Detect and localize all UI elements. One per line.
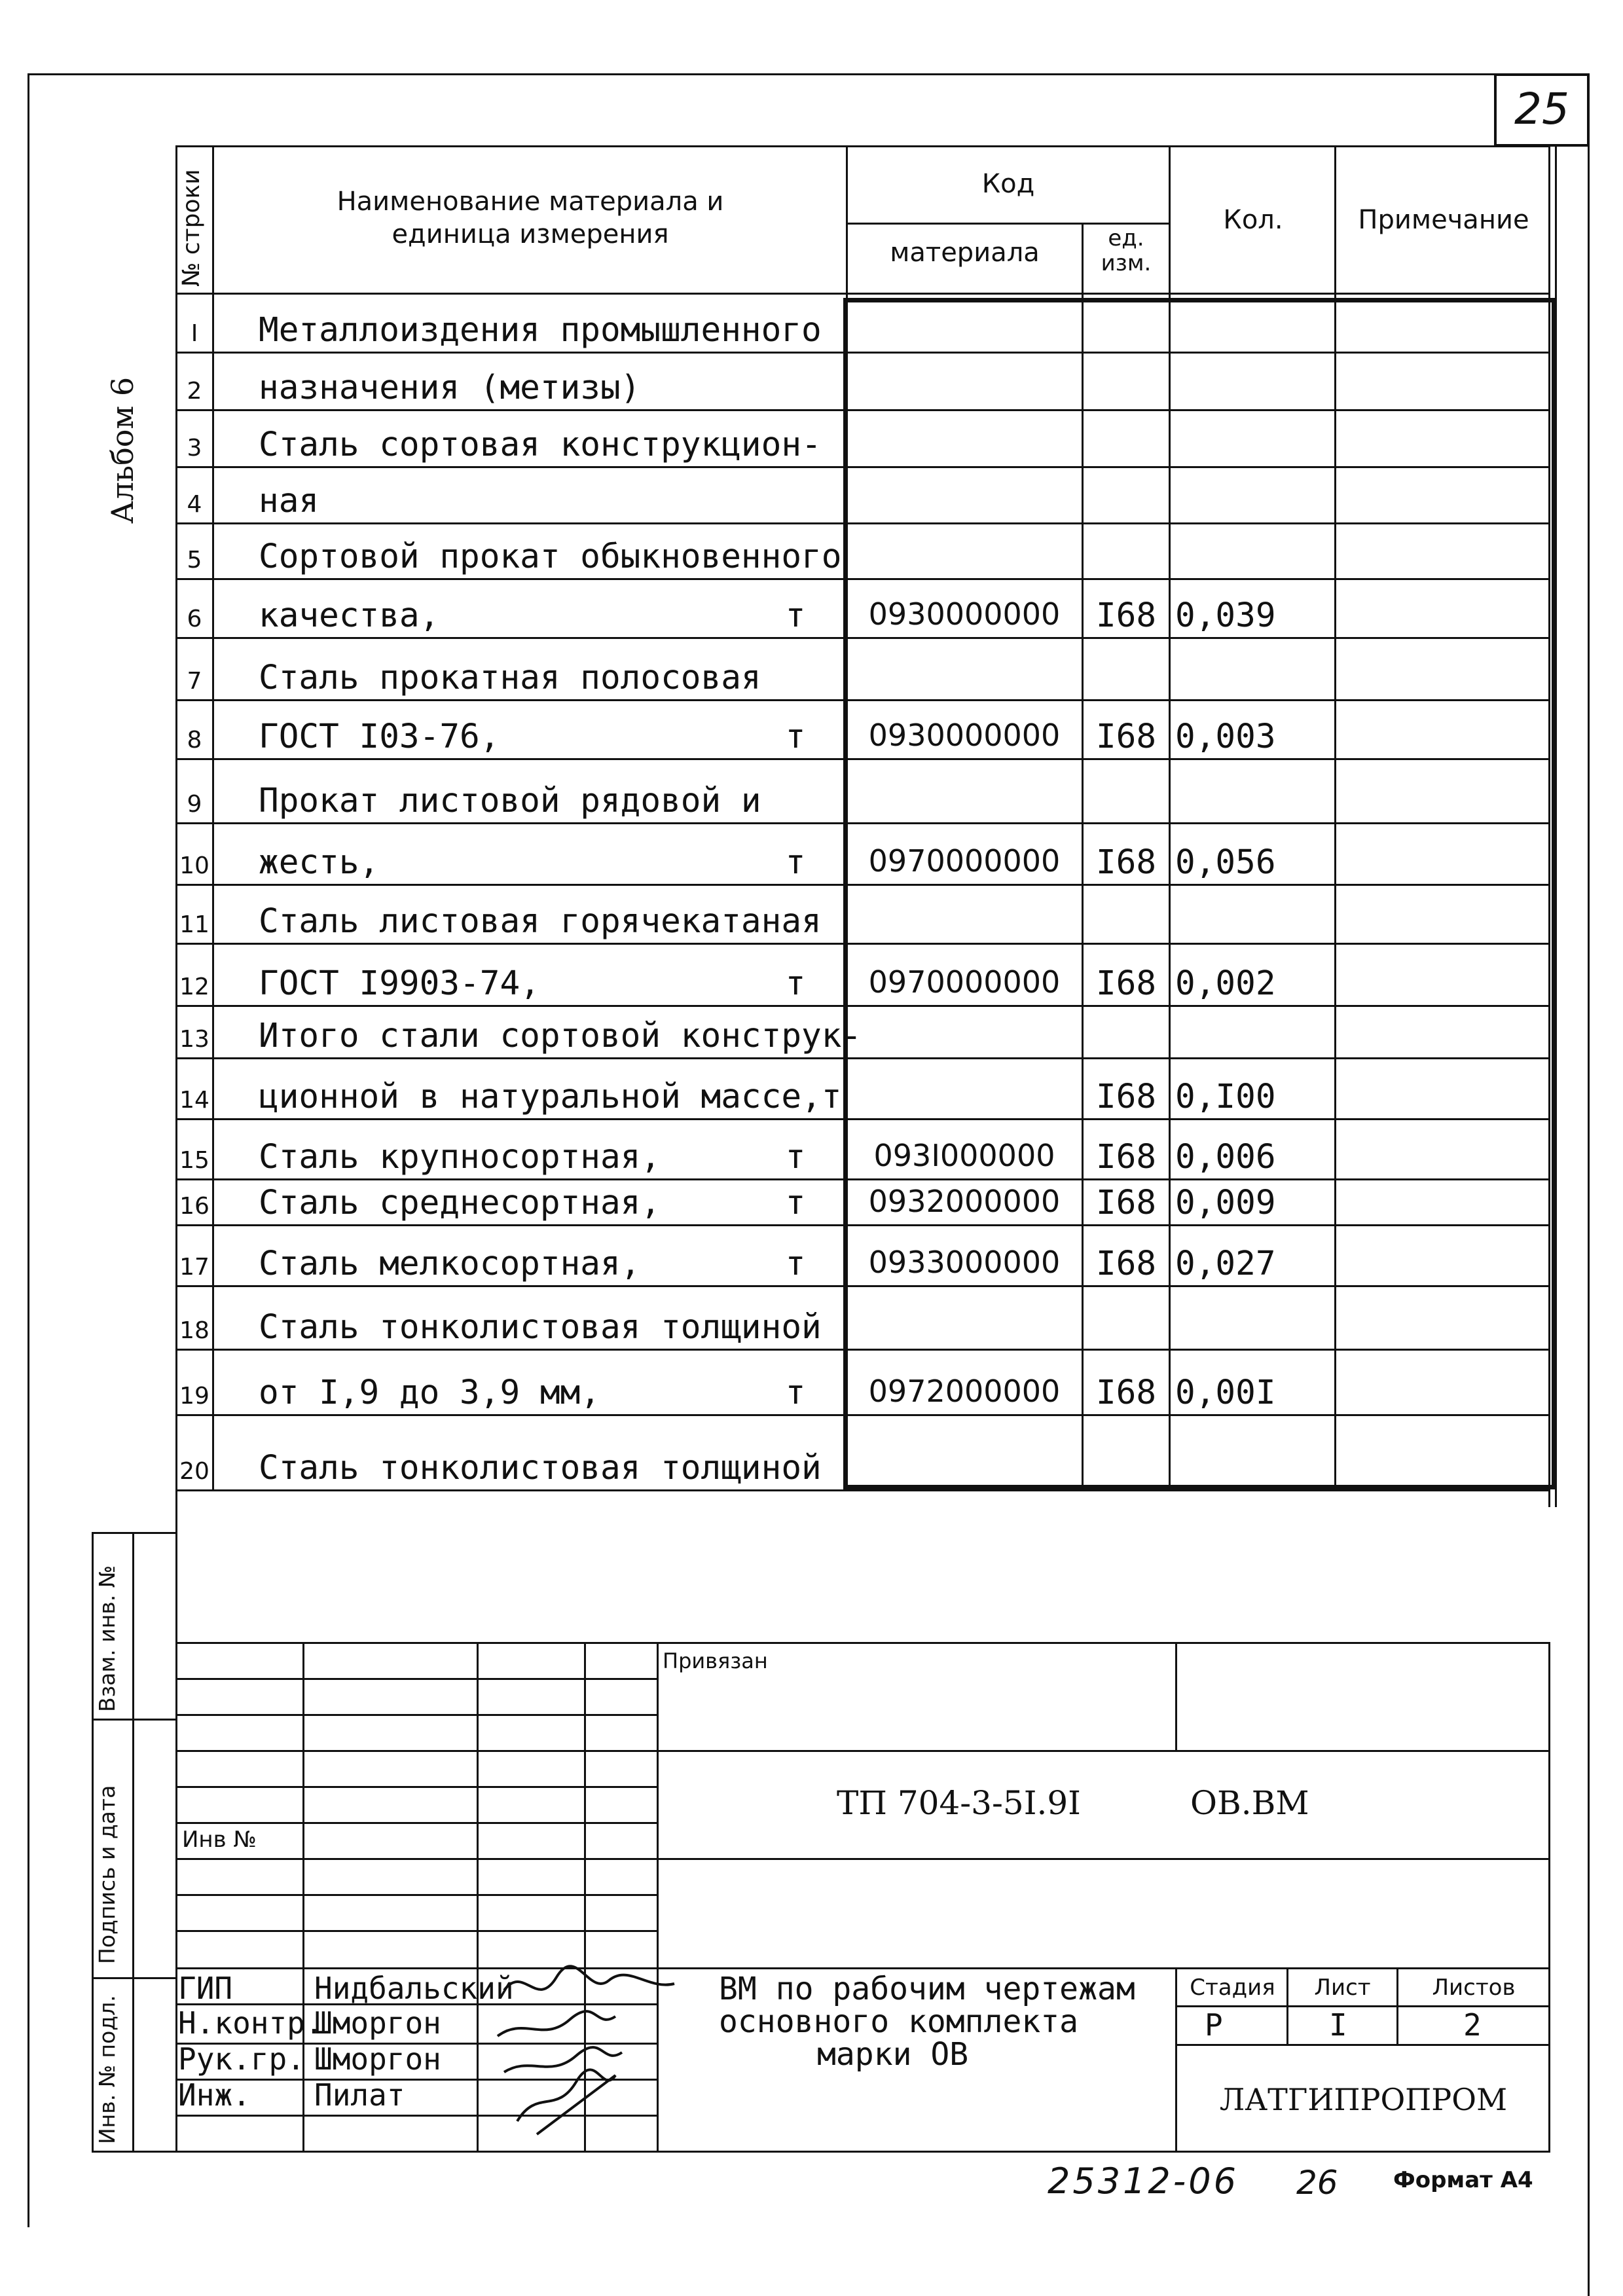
side-strip-sep1 — [92, 1719, 175, 1721]
unit-code: I68 — [1095, 1184, 1157, 1222]
row-number: 6 — [187, 606, 202, 632]
material-code: 0932000000 — [868, 1184, 1061, 1219]
doc-title-line2: основного комплекта — [719, 2003, 1079, 2040]
person-role-1: ГИП — [178, 1971, 233, 2006]
quantity: 0,009 — [1175, 1184, 1276, 1222]
row-number: 16 — [179, 1193, 210, 1220]
row-number: 3 — [187, 435, 202, 462]
row-separator — [175, 409, 1550, 411]
inv-no-label: Инв № — [182, 1827, 257, 1853]
doc-title-line3: марки ОВ — [817, 2036, 969, 2073]
sheets-label: Листов — [1432, 1975, 1516, 2001]
material-name: качества, — [259, 596, 440, 635]
person-name-2: Шморгон — [314, 2005, 441, 2041]
unit-code: I68 — [1095, 1138, 1157, 1176]
row-number: 11 — [179, 911, 210, 938]
unit-label: т — [785, 1184, 806, 1222]
unit-code: I68 — [1095, 843, 1157, 882]
row-number: 13 — [179, 1026, 210, 1053]
stage-label: Стадия — [1190, 1975, 1275, 2001]
row-separator — [175, 1005, 1550, 1007]
col-sep-num — [212, 145, 214, 1491]
side-strip-left — [92, 1532, 94, 2151]
stage-value: Р — [1205, 2007, 1223, 2043]
row-number: 18 — [179, 1317, 210, 1344]
material-name: Сталь тонколистовая толщиной — [259, 1308, 822, 1347]
row-separator — [175, 758, 1550, 760]
row-separator — [175, 1118, 1550, 1120]
material-name: ГОСТ I03-76, — [259, 718, 500, 756]
header-name-line2: единица измерения — [392, 219, 669, 249]
sheet-value: I — [1329, 2007, 1347, 2043]
unit-label: т — [785, 596, 806, 635]
privyazan-label: Привязан — [663, 1649, 768, 1673]
person-name-4: Пилат — [314, 2077, 405, 2113]
person-role-4: Инж. — [178, 2077, 251, 2113]
side-strip-mid — [132, 1532, 134, 2151]
stamp-line-f — [175, 1858, 1550, 1860]
format-label: Формат А4 — [1393, 2167, 1533, 2193]
row-separator — [175, 822, 1550, 824]
row-separator — [175, 884, 1550, 886]
row-number: 9 — [187, 791, 202, 818]
unit-label: т — [785, 718, 806, 756]
stamp-line-c — [175, 1750, 1550, 1752]
doc-mark: ОВ.ВМ — [1190, 1784, 1309, 1822]
stamp-line-b — [175, 1714, 657, 1716]
unit-code: I68 — [1095, 1245, 1157, 1283]
unit-label: т — [785, 964, 806, 1003]
material-name: Сталь сортовая конструкцион- — [259, 426, 822, 464]
header-code: Код — [981, 169, 1035, 199]
row-separator — [175, 522, 1550, 524]
row-number: 7 — [187, 668, 202, 695]
archive-sheet-handwritten: 26 — [1296, 2164, 1338, 2202]
quantity: 0,039 — [1175, 596, 1276, 635]
code-subheader-line — [846, 223, 1169, 225]
stamp-right-border — [1548, 1642, 1550, 2153]
sheets-value: 2 — [1463, 2007, 1482, 2043]
row-separator — [175, 1285, 1550, 1287]
row-separator — [175, 352, 1550, 354]
unit-code: I68 — [1095, 596, 1157, 635]
stamp-line-h — [175, 1930, 657, 1932]
org-name: ЛАТГИПРОПРОМ — [1219, 2082, 1508, 2117]
unit-label: т — [785, 1374, 806, 1412]
material-name: ГОСТ I9903-74, — [259, 964, 540, 1003]
material-name: от I,9 до 3,9 мм, — [259, 1374, 600, 1412]
material-name: назначения (метизы) — [259, 369, 641, 407]
label-vzam-inv: Взам. инв. № — [94, 1565, 120, 1712]
row-number: 20 — [179, 1458, 210, 1485]
side-strip-sep2 — [92, 1977, 175, 1979]
row-number: 15 — [179, 1147, 210, 1174]
data-thick-frame — [843, 298, 1556, 1489]
unit-code: I68 — [1095, 718, 1157, 756]
stamp-top-line — [175, 1642, 1550, 1644]
material-name: Сталь тонколистовая толщиной — [259, 1449, 822, 1487]
quantity: 0,003 — [1175, 718, 1276, 756]
sheet-label: Лист — [1314, 1975, 1371, 2001]
material-name: Металлоиздения промышленного — [259, 311, 822, 350]
row-separator — [175, 578, 1550, 580]
doc-title-line1: ВМ по рабочим чертежам — [719, 1971, 1135, 2007]
material-name: Сталь мелкосортная, — [259, 1245, 641, 1283]
stamp-line-g — [175, 1894, 657, 1896]
material-code: 0970000000 — [868, 964, 1061, 1000]
header-row-number: № строки — [178, 169, 205, 287]
material-name: Прокат листовой рядовой и — [259, 782, 761, 820]
album-label: Альбом 6 — [105, 376, 140, 524]
stamp-line-i — [175, 1967, 1550, 1969]
row-separator — [175, 466, 1550, 468]
row-separator — [175, 1414, 1550, 1416]
quantity: 0,027 — [1175, 1245, 1276, 1283]
row-number: 5 — [187, 547, 202, 574]
unit-code: I68 — [1095, 964, 1157, 1003]
stamp-line-e — [175, 1822, 657, 1824]
row-separator — [175, 699, 1550, 701]
material-code: 0930000000 — [868, 596, 1061, 632]
unit-label: т — [785, 843, 806, 882]
person-name-3: Шморгон — [314, 2041, 441, 2077]
quantity: 0,I00 — [1175, 1078, 1276, 1116]
header-bottom-line — [175, 293, 1550, 295]
material-name: Сталь листовая горячекатаная — [259, 902, 822, 941]
material-code: 0933000000 — [868, 1245, 1061, 1280]
doc-code: ТП 704-3-5I.9I — [837, 1784, 1081, 1822]
stamp-left-border — [175, 1489, 177, 2151]
row-separator — [175, 1224, 1550, 1226]
unit-label: т — [785, 1138, 806, 1176]
material-code: 0930000000 — [868, 718, 1061, 753]
person-name-1: Нидбальский — [314, 1971, 514, 2006]
row-number: 12 — [179, 974, 210, 1000]
row-number: 14 — [179, 1087, 210, 1114]
material-name: ционной в натуральной массе,т — [259, 1078, 842, 1116]
stamp-stage-line — [1175, 2005, 1550, 2007]
person-role-2: Н.контр. — [178, 2005, 323, 2041]
material-name: Сортовой прокат обыкновенного — [259, 538, 842, 576]
row-number: 10 — [179, 852, 210, 879]
row-separator — [175, 637, 1550, 639]
outer-top-border — [27, 73, 1589, 75]
stamp-bottom-line — [92, 2151, 1550, 2153]
material-name: Сталь крупносортная, — [259, 1138, 661, 1176]
label-podpis-data: Подпись и дата — [94, 1785, 120, 1964]
row-separator — [175, 943, 1550, 945]
material-name: Сталь среднесортная, — [259, 1184, 661, 1222]
header-name-line1: Наименование материала и — [337, 187, 724, 217]
archive-number-handwritten: 25312-06 — [1048, 2160, 1239, 2202]
quantity: 0,006 — [1175, 1138, 1276, 1176]
quantity: 0,002 — [1175, 964, 1276, 1003]
label-inv-podl: Инв. № подл. — [94, 1995, 120, 2144]
material-code: 093I000000 — [873, 1138, 1055, 1173]
signature-scribbles — [478, 1958, 694, 2147]
material-code: 0972000000 — [868, 1374, 1061, 1409]
quantity: 0,00I — [1175, 1374, 1276, 1412]
stamp-line-a — [175, 1678, 657, 1680]
header-code-unit: ед. изм. — [1101, 225, 1152, 276]
material-code: 0970000000 — [868, 843, 1061, 879]
material-name: жесть, — [259, 843, 380, 882]
material-name: Итого стали сортовой конструк- — [259, 1017, 862, 1055]
material-name: Сталь прокатная полосовая — [259, 659, 761, 697]
header-qty: Кол. — [1223, 205, 1283, 235]
row-separator — [175, 1178, 1550, 1180]
unit-label: т — [785, 1245, 806, 1283]
unit-code: I68 — [1095, 1374, 1157, 1412]
stamp-col5 — [1175, 1642, 1177, 1750]
stamp-stage-line2 — [1175, 2044, 1550, 2046]
outer-right-border — [1588, 73, 1590, 2296]
material-name: ная — [259, 482, 319, 520]
row-number: 4 — [187, 491, 202, 518]
outer-left-border — [27, 73, 29, 2227]
stamp-line-d — [175, 1786, 657, 1788]
quantity: 0,056 — [1175, 843, 1276, 882]
row-separator — [175, 1057, 1550, 1059]
stamp-col5b — [1175, 1967, 1177, 2153]
person-role-3: Рук.гр. — [178, 2041, 305, 2077]
table-bottom-line — [175, 1489, 1550, 1491]
header-note: Примечание — [1358, 205, 1529, 235]
row-number: 17 — [179, 1254, 210, 1281]
row-number: I — [191, 320, 198, 347]
unit-code: I68 — [1095, 1078, 1157, 1116]
page-number: 25 — [1514, 84, 1569, 134]
row-separator — [175, 1349, 1550, 1351]
row-number: 19 — [179, 1383, 210, 1410]
row-number: 8 — [187, 727, 202, 754]
header-code-material: материала — [890, 238, 1040, 268]
row-number: 2 — [187, 378, 202, 405]
